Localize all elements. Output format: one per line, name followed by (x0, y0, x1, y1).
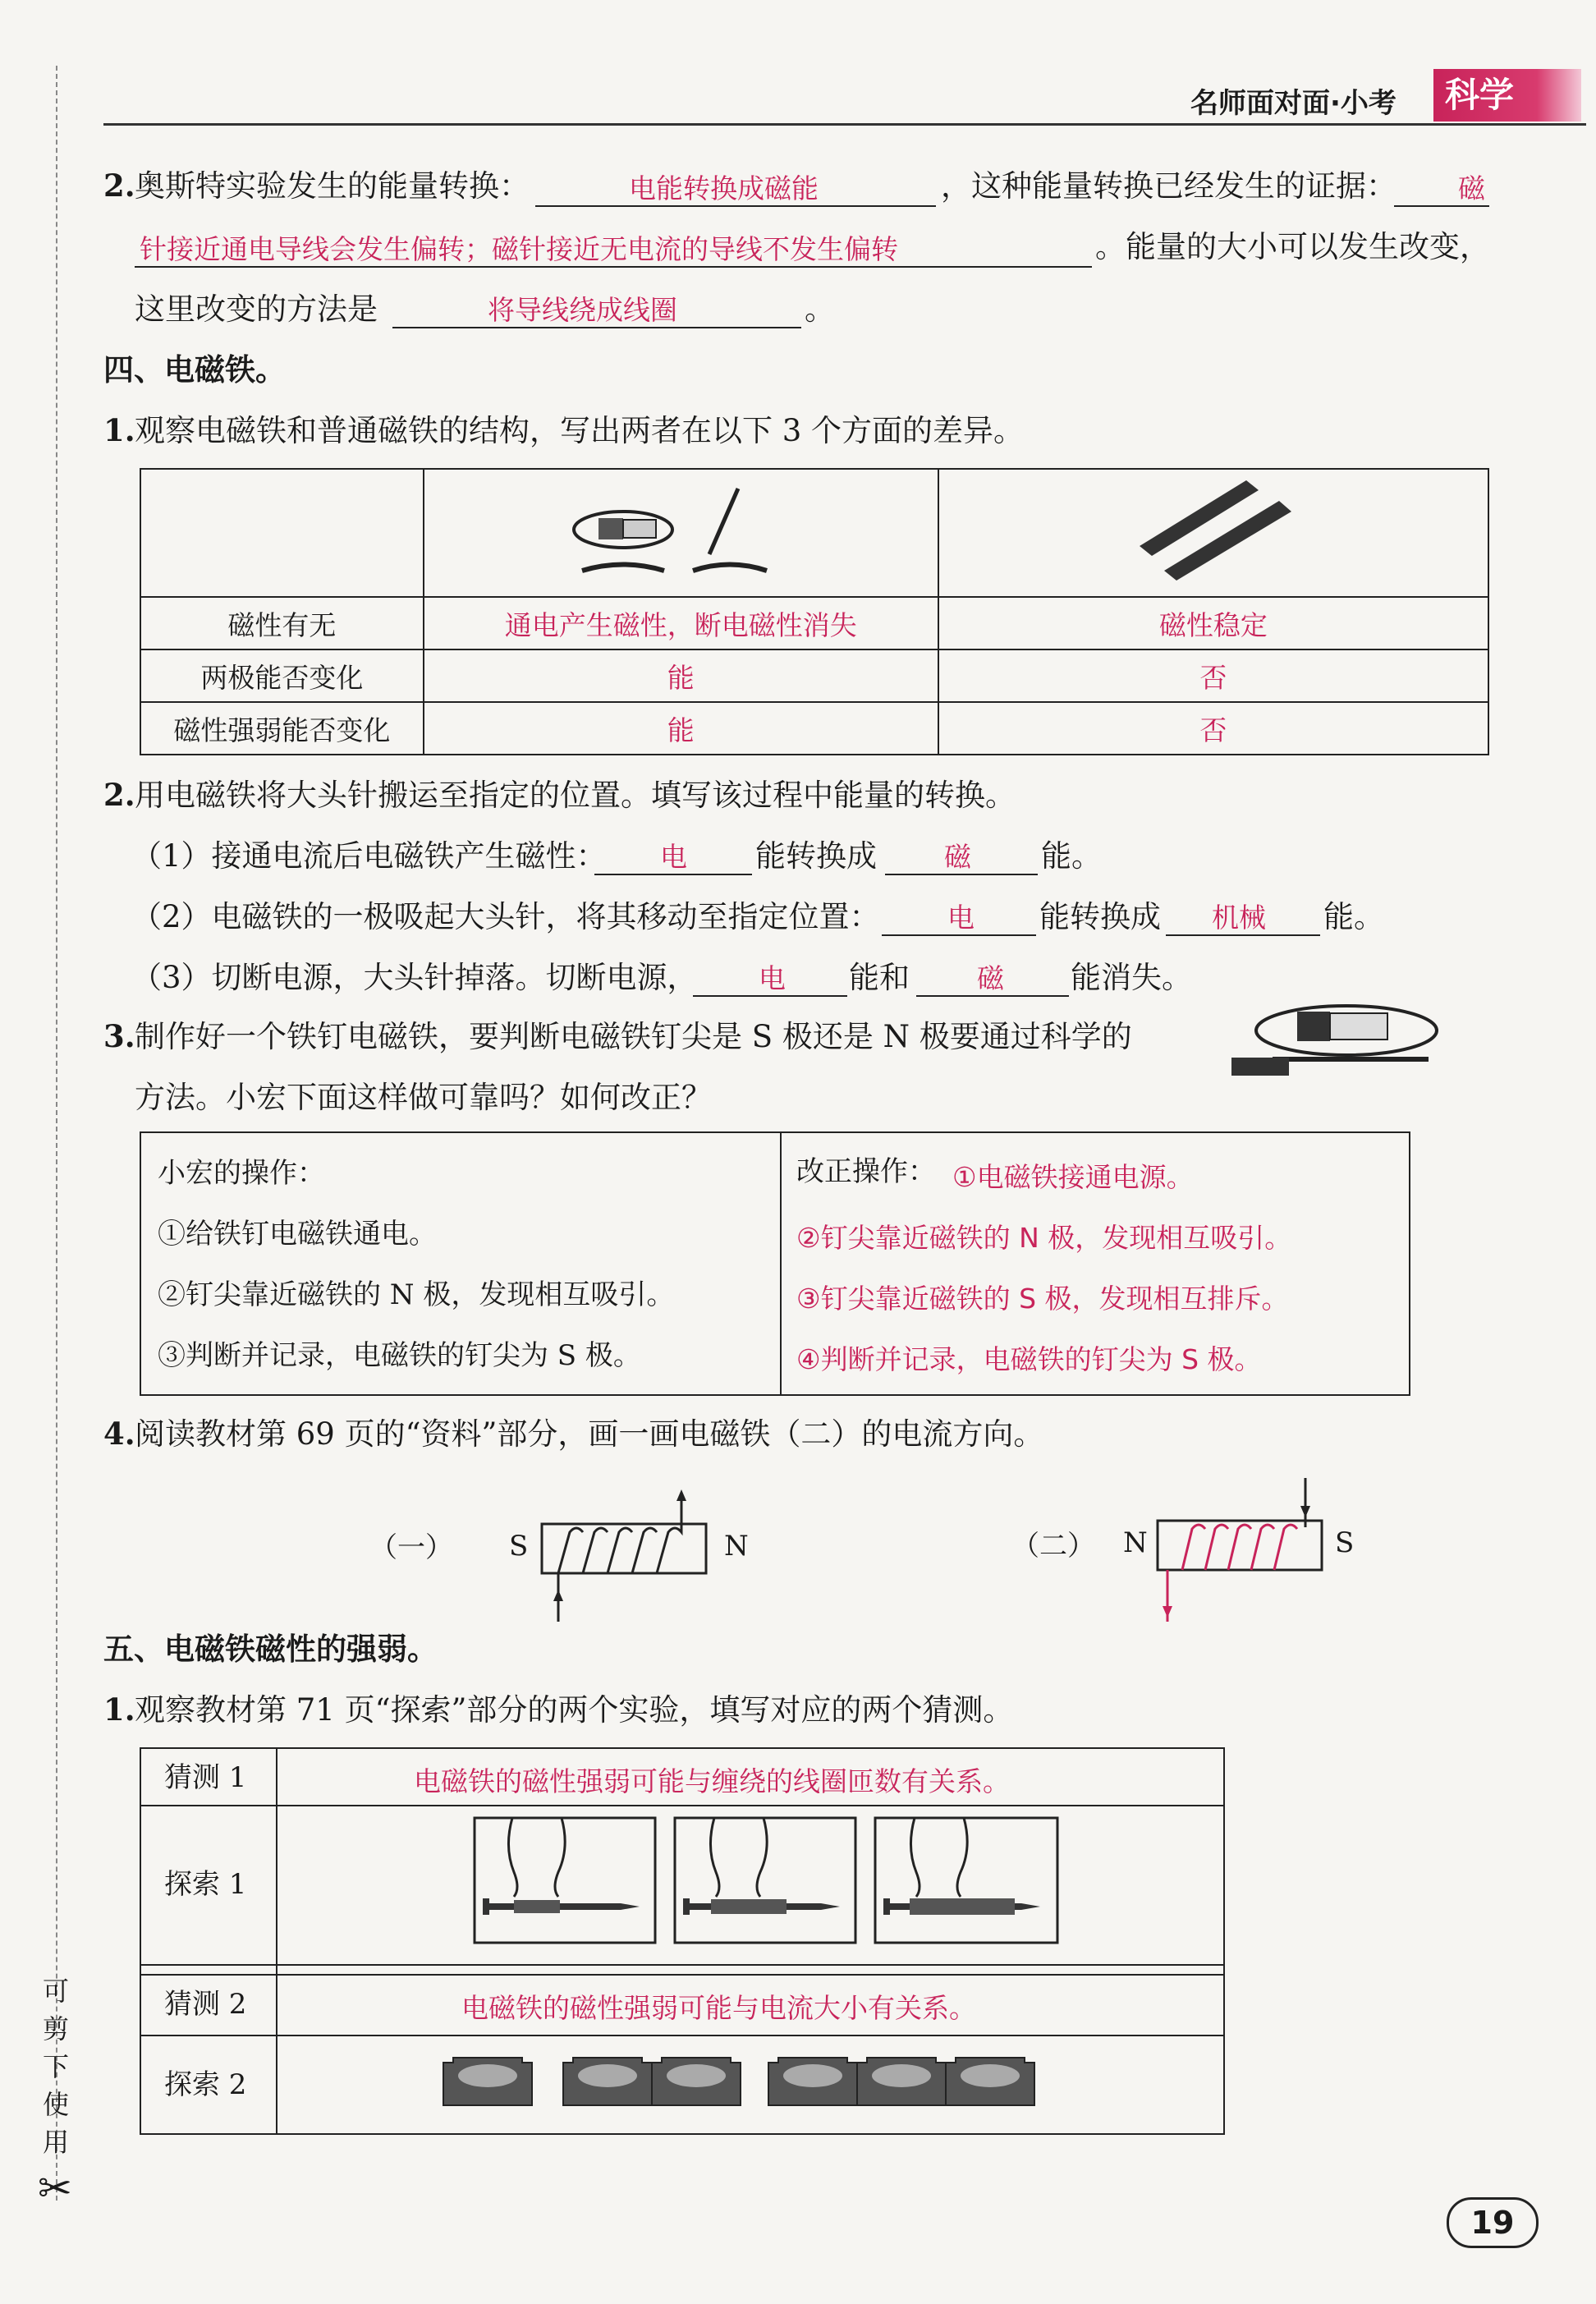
s4-q3-number: 3. (103, 1018, 135, 1054)
diagram-1-coil (525, 1486, 722, 1626)
bar-magnets-illustration (1123, 472, 1304, 587)
q3-divider (780, 1131, 782, 1394)
row-answer-magnet: 否 (938, 649, 1488, 702)
s4-q4-text: 阅读教材第 69 页的“资料”部分，画一画电磁铁（二）的电流方向。 (135, 1416, 1044, 1452)
s4-q2-s2-end: 能。 (1323, 899, 1384, 934)
guess-1-label: 猜测 1 (164, 1761, 247, 1794)
q2-prefix: 奥斯特实验发生的能量转换： (135, 168, 530, 204)
q2-answer-2-start: 磁 (1458, 172, 1485, 204)
s4-q2-s1-a2: 磁 (944, 841, 971, 873)
s4-q3-line2: 方法。小宏下面这样做可靠吗？如何改正？ (135, 1080, 712, 1115)
s4-q2-text: 用电磁铁将大头针搬运至指定的位置。填写该过程中能量的转换。 (135, 778, 1016, 813)
bar-magnet-image-cell (938, 469, 1488, 597)
row-label: 磁性强弱能否变化 (140, 702, 424, 755)
guess-1-answer: 电磁铁的磁性强弱可能与缠绕的线圈匝数有关系。 (414, 1765, 1010, 1797)
s4-q2-s1-mid: 能转换成 (755, 838, 877, 874)
s5-q1-number: 1. (103, 1691, 135, 1728)
cut-label-2: 剪 (43, 2013, 70, 2045)
s4-q2-s2-a2: 机械 (1212, 902, 1266, 934)
q3-right-step-1: ①电磁铁接通电源。 (952, 1161, 1194, 1193)
guess-2-label: 猜测 2 (164, 1988, 247, 2021)
electromagnet-image-cell (424, 469, 938, 597)
s4-q2-s3-a1: 电 (759, 962, 786, 994)
diagram-1-left-pole: S (509, 1530, 529, 1563)
diagram-1-right-pole: N (724, 1530, 749, 1563)
row-label: 两极能否变化 (140, 649, 424, 702)
q3-right-step-3: ③钉尖靠近磁铁的 S 极，发现相互排斥。 (796, 1283, 1289, 1315)
s4-q2-s3-a2: 磁 (977, 962, 1004, 994)
row-answer-electromagnet: 通电产生磁性，断电磁性消失 (424, 597, 938, 649)
section-4-title: 四、电磁铁。 (103, 352, 286, 388)
q2-end: 。 (805, 291, 835, 327)
q2-line3: 这里改变的方法是 (135, 291, 378, 327)
s4-q2-s3-end: 能消失。 (1071, 960, 1192, 995)
q2-answer-1: 电能转换成磁能 (629, 172, 819, 204)
q3-left-step-3: ③判断并记录，电磁铁的钉尖为 S 极。 (158, 1339, 641, 1372)
cut-label-4: 使 (43, 2089, 70, 2120)
row-label: 磁性有无 (140, 597, 424, 649)
s5-q1-text: 观察教材第 71 页“探索”部分的两个实验，填写对应的两个猜测。 (135, 1692, 1014, 1728)
diagram-2-left-pole: N (1123, 1526, 1148, 1559)
s4-q2-s2-pre: （2）电磁铁的一极吸起大头针，将其移动至指定位置： (131, 899, 880, 934)
explore-2-label: 探索 2 (164, 2068, 247, 2101)
q3-right-head: 改正操作： (796, 1155, 936, 1188)
section-5-title: 五、电磁铁磁性的强弱。 (103, 1632, 438, 1667)
q3-left-head: 小宏的操作： (158, 1157, 325, 1190)
row-answer-electromagnet: 能 (424, 702, 938, 755)
header-brand: 名师面对面·小考 (1190, 87, 1396, 120)
cut-label-1: 可 (43, 1976, 70, 2007)
explore-1-nail-coils (471, 1815, 1062, 1946)
cut-label-5: 用 (43, 2127, 70, 2158)
scissors-icon: ✂ (38, 2164, 72, 2212)
q2-number: 2. (103, 168, 135, 204)
explore-2-batteries (440, 2051, 1072, 2117)
page-number: 19 (1447, 2197, 1539, 2248)
s4-q1-text: 观察电磁铁和普通磁铁的结构，写出两者在以下 3 个方面的差异。 (135, 413, 1025, 448)
q3-right-step-4: ④判断并记录，电磁铁的钉尖为 S 极。 (796, 1343, 1262, 1375)
s4-q3-line1: 制作好一个铁钉电磁铁，要判断电磁铁钉尖是 S 极还是 N 极要通过科学的 (135, 1019, 1132, 1054)
row-answer-magnet: 磁性稳定 (938, 597, 1488, 649)
s4-q4-number: 4. (103, 1416, 135, 1452)
battery-electromagnet-illustration (1223, 994, 1453, 1092)
q2-answer-2-rest: 针接近通电导线会发生偏转；磁针接近无电流的导线不发生偏转 (140, 233, 898, 265)
row-answer-electromagnet: 能 (424, 649, 938, 702)
q3-right-step-2: ②钉尖靠近磁铁的 N 极，发现相互吸引。 (796, 1222, 1292, 1254)
row-answer-magnet: 否 (938, 702, 1488, 755)
q2-after: 。能量的大小可以发生改变， (1095, 229, 1490, 264)
s4-q2-s1-a1: 电 (660, 841, 687, 873)
header-rule (103, 123, 1586, 126)
q3-left-step-1: ①给铁钉电磁铁通电。 (158, 1218, 437, 1251)
cut-line (56, 66, 57, 2201)
s4-q2-number: 2. (103, 777, 135, 813)
s4-q2-s1-end: 能。 (1041, 838, 1102, 874)
q3-left-step-2: ②钉尖靠近磁铁的 N 极，发现相互吸引。 (158, 1278, 675, 1311)
diagram-1-label: （一） (369, 1531, 453, 1564)
s4-q1-number: 1. (103, 412, 135, 448)
diagram-2-coil (1141, 1478, 1338, 1626)
explore-1-label: 探索 1 (164, 1868, 247, 1901)
comparison-table (140, 468, 1489, 755)
s4-q2-s2-mid: 能转换成 (1039, 899, 1161, 934)
s4-q2-s2-a1: 电 (947, 902, 975, 934)
s4-q2-s3-pre: （3）切断电源，大头针掉落。切断电源， (131, 960, 698, 995)
diagram-2-label: （二） (1011, 1530, 1095, 1563)
q2-mid: ，这种能量转换已经发生的证据： (941, 168, 1396, 204)
q2-answer-3: 将导线绕成线圈 (488, 294, 677, 326)
s4-q2-s3-mid: 能和 (849, 960, 910, 995)
s4-q2-s1-pre: （1）接通电流后电磁铁产生磁性： (131, 838, 607, 874)
cut-label-3: 下 (43, 2051, 70, 2082)
electromagnet-illustration (557, 472, 804, 587)
guess-2-answer: 电磁铁的磁性强弱可能与电流大小有关系。 (461, 1992, 976, 2024)
diagram-2-right-pole: S (1335, 1526, 1355, 1559)
header-subject-badge: 科学 (1433, 69, 1581, 122)
